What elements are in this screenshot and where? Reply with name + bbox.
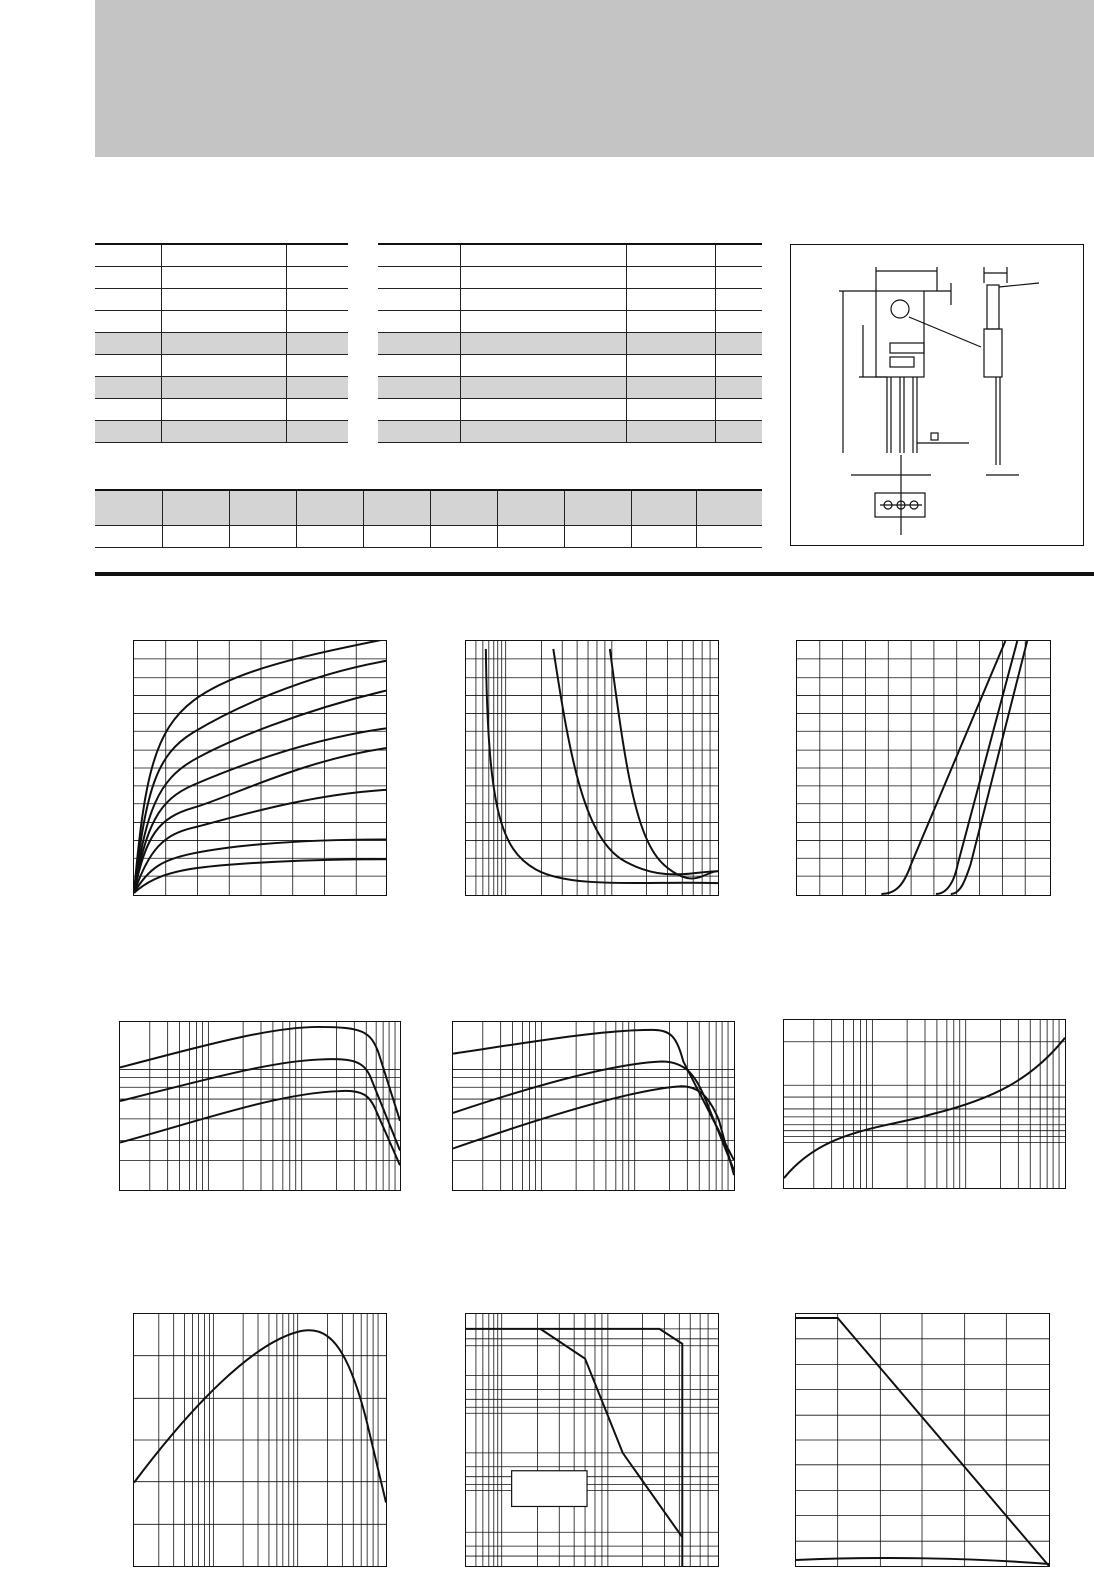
table-row <box>378 244 762 267</box>
classification-table <box>95 489 762 548</box>
graph-4 <box>119 1021 401 1191</box>
table-header-row <box>95 490 762 526</box>
graph-7 <box>133 1313 387 1567</box>
table-row <box>378 289 762 311</box>
graph-6 <box>783 1019 1066 1189</box>
section-divider <box>95 572 1094 576</box>
table-row <box>95 399 348 421</box>
table-row <box>95 526 762 548</box>
table-row <box>378 421 762 443</box>
characteristics-table <box>378 243 762 443</box>
saturation-curve-log-icon <box>784 1020 1065 1188</box>
graph-3 <box>796 640 1051 896</box>
table-row <box>95 311 348 333</box>
derating-curve-icon <box>796 1314 1049 1566</box>
ratings-table <box>95 243 348 443</box>
graph-2 <box>465 640 719 896</box>
gain-vs-current-log-2-icon <box>453 1022 734 1190</box>
table-row <box>95 377 348 399</box>
header-banner <box>95 0 1094 157</box>
output-characteristics-curves-icon <box>134 641 386 895</box>
graph-5 <box>452 1021 735 1191</box>
table-row <box>95 333 348 355</box>
table-row <box>378 355 762 377</box>
table-row <box>95 267 348 289</box>
gain-vs-current-log-icon <box>120 1022 400 1190</box>
transfer-characteristics-icon <box>797 641 1050 895</box>
table-row <box>95 421 348 443</box>
table-row <box>95 244 348 267</box>
frequency-response-log-icon <box>134 1314 386 1566</box>
table-row <box>378 377 762 399</box>
safe-operating-area-icon <box>466 1314 718 1566</box>
table-row <box>378 333 762 355</box>
decay-curves-log-axis-icon <box>466 641 718 895</box>
graph-8 <box>465 1313 719 1567</box>
graph-1 <box>133 640 387 896</box>
table-row <box>378 311 762 333</box>
table-row <box>378 399 762 421</box>
table-row <box>378 267 762 289</box>
table-row <box>95 289 348 311</box>
package-outline-icon <box>791 245 1085 547</box>
graph-9 <box>795 1313 1050 1567</box>
package-outline-diagram <box>790 244 1084 546</box>
table-row <box>95 355 348 377</box>
